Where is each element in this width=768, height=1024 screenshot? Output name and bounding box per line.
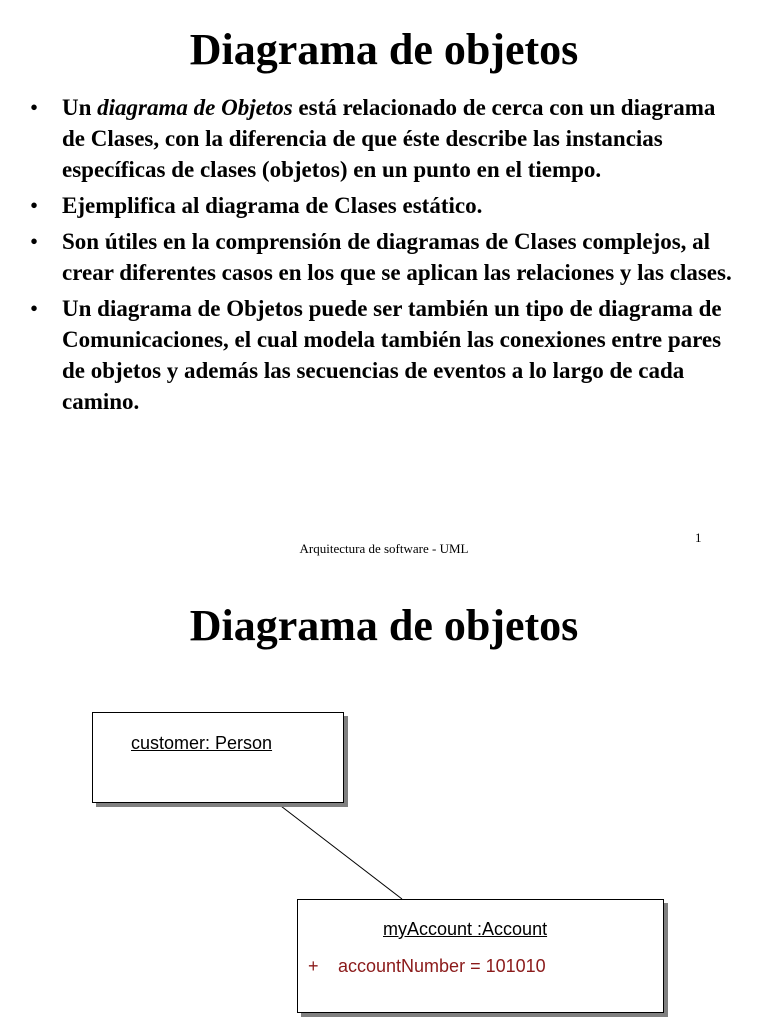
bullet-text-pre: Un — [62, 95, 98, 120]
bullet-text: Ejemplifica al diagrama de Clases estático. — [62, 193, 483, 218]
account-object-name: myAccount :Account — [383, 919, 548, 939]
bullet-text: Un diagrama de Objetos puede ser también un tipo de diagrama de Comunicaciones, el cual modela también las conexiones entre pares de objetos y además las secuencias de eventos a lo largo de cada camino. — [62, 296, 722, 414]
slide-2-title: Diagrama de objetos — [189, 601, 579, 650]
account-object-box — [297, 899, 664, 1013]
slide-footer: Arquitectura de software - UML — [299, 541, 469, 556]
visibility-marker: + — [308, 956, 319, 976]
bullet-text: Son útiles en la comprensión de diagramas de Clases complejos, al crear diferentes casos en los que se aplican las relaciones y las clases. — [62, 229, 732, 285]
page-number: 1 — [695, 530, 702, 545]
bullet-item — [28, 226, 743, 288]
association-line — [277, 803, 402, 899]
bullet-text-post: está relacionado de cerca con un diagrama de Clases, con la diferencia de que éste describe las instancias específicas de clases (objetos) en un punto en el tiempo. — [62, 95, 716, 182]
bullet-item — [28, 293, 743, 417]
person-object-name: customer: Person — [131, 733, 273, 753]
bullet-item — [28, 190, 743, 221]
slide-2 — [0, 568, 768, 1024]
person-object-box — [92, 712, 344, 803]
bullet-list — [28, 92, 743, 422]
slide-1-title: Diagrama de objetos — [189, 25, 579, 74]
account-attribute — [308, 956, 546, 977]
bullet-text-emphasis: diagrama de Objetos — [97, 95, 293, 120]
bullet-item — [28, 92, 743, 185]
attribute-text: accountNumber = 101010 — [338, 956, 546, 976]
